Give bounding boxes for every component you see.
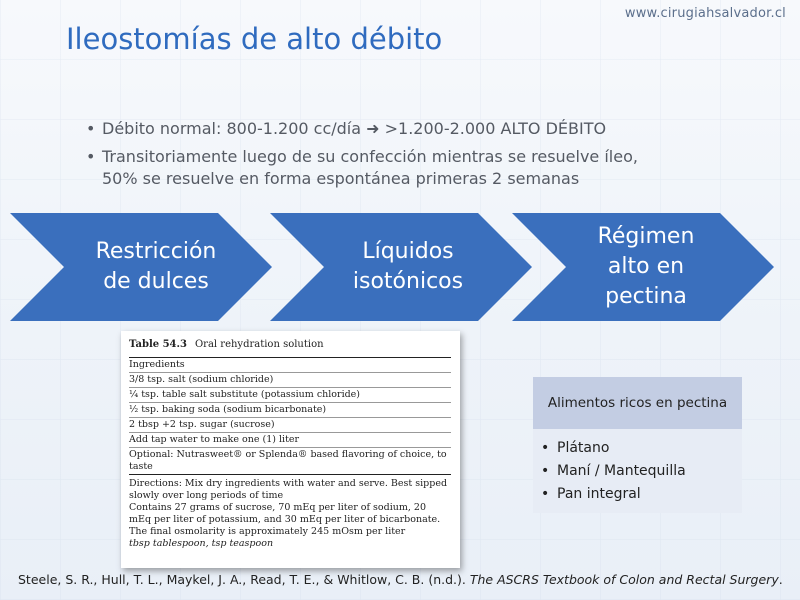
table-footer: [129, 474, 451, 550]
bullet-text-line2: 50% se resuelve en forma espontánea primeras 2 semanas: [102, 169, 580, 188]
bullet-text-line1: • Transitoriamente luego de su confección mientras se resuelve íleo,: [102, 147, 638, 166]
table-row: Add tap water to make one (1) liter: [129, 432, 451, 447]
site-url: www.cirugiahsalvador.cl: [624, 6, 786, 21]
bullet-list: [86, 118, 786, 196]
list-item: • Plátano: [541, 437, 686, 460]
table-row: ½ tsp. baking soda (sodium bicarbonate): [129, 402, 451, 417]
table-row: 2 tbsp +2 tsp. sugar (sucrose): [129, 417, 451, 432]
process-step-label: Régimen alto en pectina: [597, 224, 695, 309]
table-row: 3/8 tsp. salt (sodium chloride): [129, 372, 451, 387]
slide-title: Ileostomías de alto débito: [66, 22, 443, 56]
table-row: ¼ tsp. table salt substitute (potassium chloride): [129, 387, 451, 402]
list-item: • Maní / Mantequilla: [541, 460, 686, 483]
table-header: Ingredients: [129, 357, 451, 372]
citation: [18, 572, 783, 587]
bullet-text: • Débito normal: 800-1.200 cc/día ➜ >1.200-2.000 ALTO DÉBITO: [102, 119, 607, 138]
table-directions: Directions: Mix dry ingredients with water and serve. Best sipped slowly over long periods of time: [129, 478, 448, 501]
bullet-item: [86, 146, 786, 190]
table-row: Optional: Nutrasweet® or Splenda® based flavoring of choice, to taste: [129, 447, 451, 474]
citation-authors: Steele, S. R., Hull, T. L., Maykel, J. A., Read, T. E., & Whitlow, C. B. (n.d.).: [18, 572, 470, 587]
citation-end: .: [778, 572, 783, 587]
process-step-label: Restricción de dulces: [95, 239, 217, 294]
table-contents: Contains 27 grams of sucrose, 70 mEq per liter of sodium, 20 mEq per liter of potassium, and 30 mEq per liter of bicarbonate. The final osmolarity is approximately 245 mOsm per liter: [129, 502, 441, 537]
process-step-label: Líquidos isotónicos: [352, 239, 464, 294]
process-step-3: [512, 213, 774, 321]
pectin-foods-box: [533, 377, 742, 513]
citation-book: The ASCRS Textbook of Colon and Rectal Surgery: [469, 572, 779, 587]
table-body: [129, 357, 451, 550]
table-number: Table 54.3: [129, 339, 187, 350]
process-step-2: [270, 213, 532, 321]
pectin-food-list: [541, 437, 686, 506]
table-abbreviations: tbsp tablespoon, tsp teaspoon: [129, 538, 274, 549]
table-caption: Oral rehydration solution: [194, 339, 324, 350]
list-item: • Pan integral: [541, 483, 686, 506]
oral-rehydration-table: [121, 331, 460, 568]
bullet-item: [86, 118, 786, 140]
pectin-box-title: Alimentos ricos en pectina: [533, 377, 742, 429]
process-step-1: [10, 213, 272, 321]
table-title: [129, 339, 324, 350]
